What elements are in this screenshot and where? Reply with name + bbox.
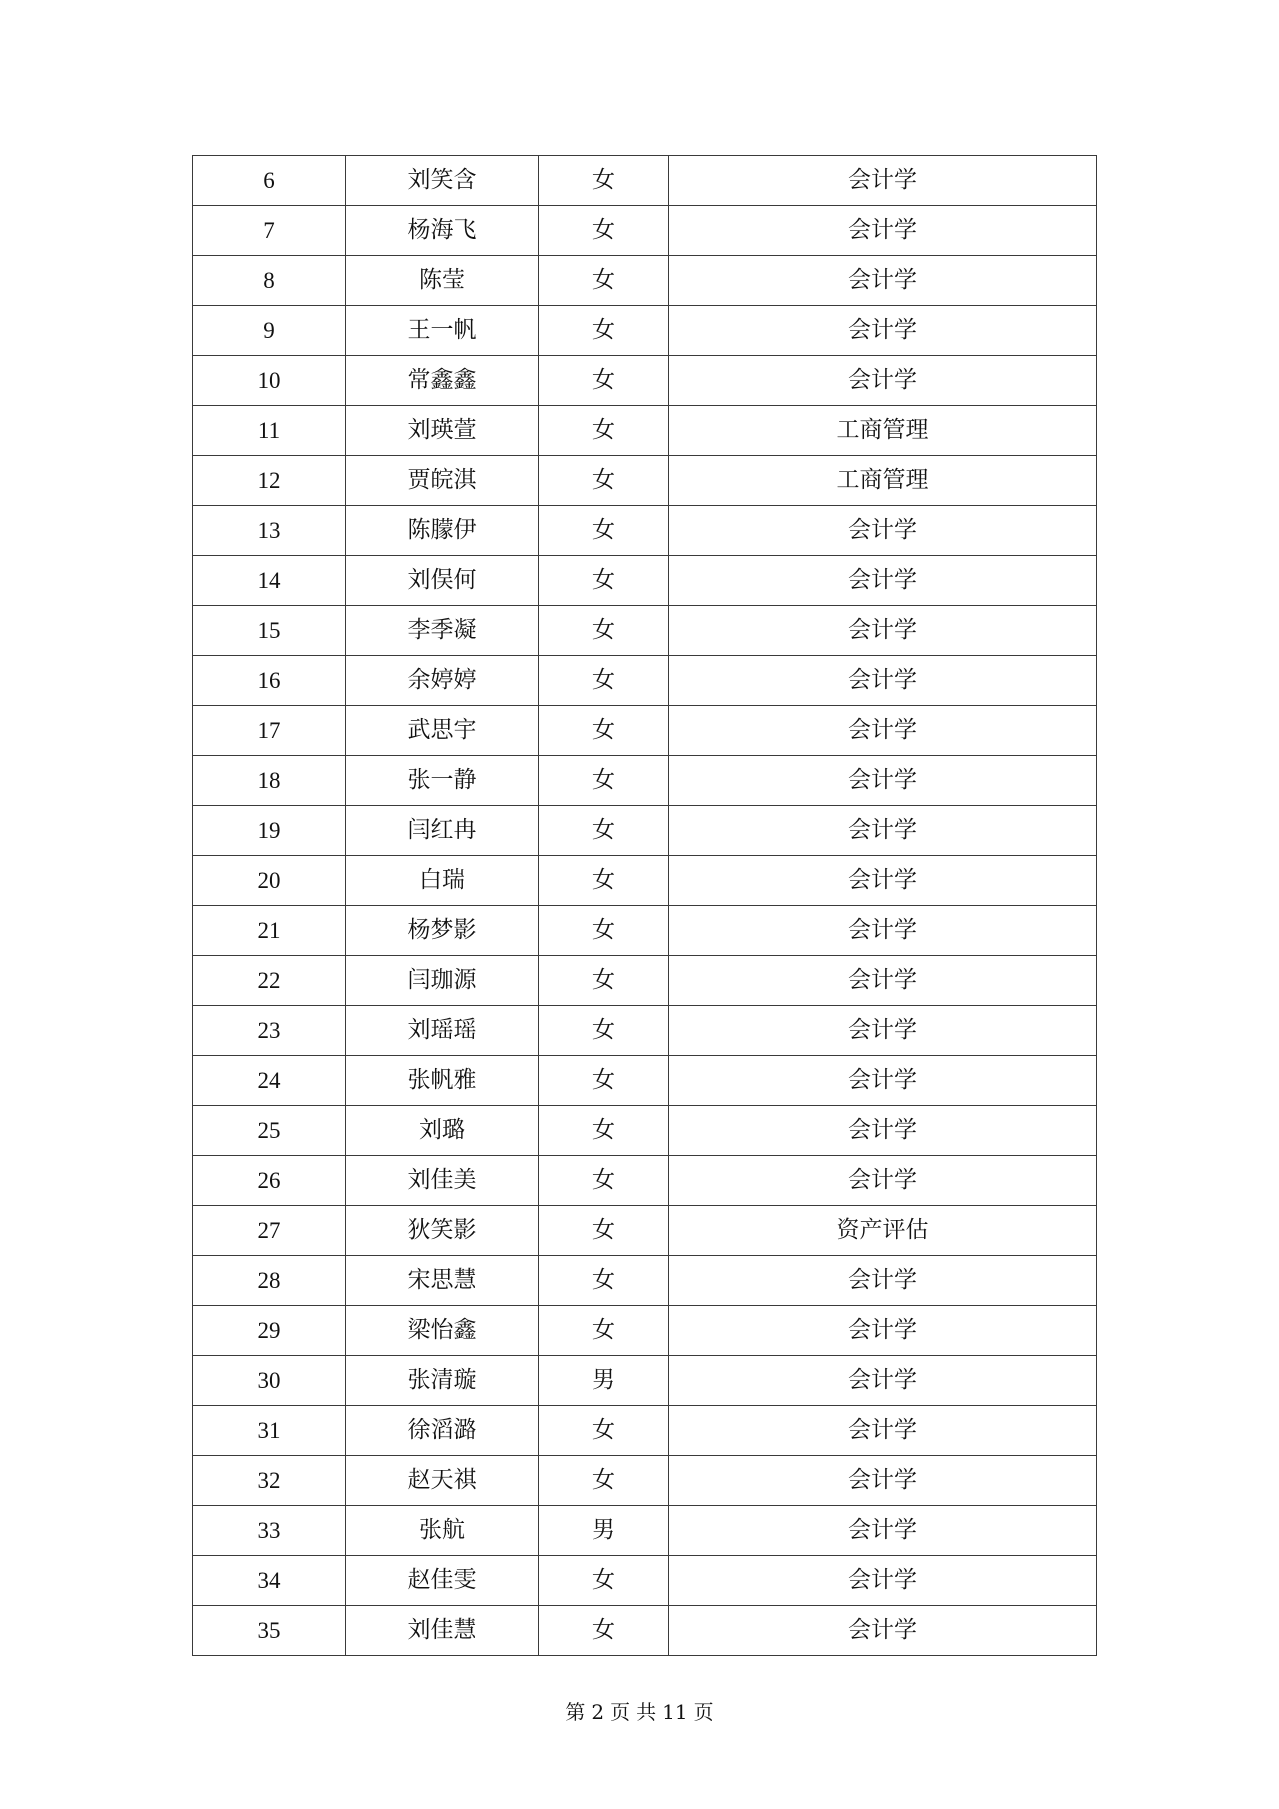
table-row — [193, 706, 1097, 756]
student-name-cell: 杨海飞 — [346, 206, 539, 256]
row-number-cell: 23 — [193, 1006, 346, 1056]
student-name-cell: 陈莹 — [346, 256, 539, 306]
table-row — [193, 1056, 1097, 1106]
roster-table-body — [193, 156, 1097, 1656]
gender-cell: 女 — [539, 756, 669, 806]
table-row — [193, 1356, 1097, 1406]
student-name-cell: 宋思慧 — [346, 1256, 539, 1306]
gender-cell: 女 — [539, 256, 669, 306]
table-row — [193, 1406, 1097, 1456]
gender-cell: 女 — [539, 706, 669, 756]
table-row — [193, 656, 1097, 706]
row-number-cell: 11 — [193, 406, 346, 456]
major-cell: 工商管理 — [669, 456, 1097, 506]
gender-cell: 女 — [539, 1206, 669, 1256]
table-row — [193, 906, 1097, 956]
gender-cell: 女 — [539, 406, 669, 456]
table-row — [193, 1106, 1097, 1156]
gender-cell: 男 — [539, 1356, 669, 1406]
major-cell: 会计学 — [669, 756, 1097, 806]
student-name-cell: 刘璐 — [346, 1106, 539, 1156]
major-cell: 会计学 — [669, 1256, 1097, 1306]
row-number-cell: 15 — [193, 606, 346, 656]
table-row — [193, 406, 1097, 456]
student-name-cell: 张清璇 — [346, 1356, 539, 1406]
major-cell: 会计学 — [669, 1606, 1097, 1656]
major-cell: 会计学 — [669, 656, 1097, 706]
student-name-cell: 武思宇 — [346, 706, 539, 756]
student-name-cell: 刘佳美 — [346, 1156, 539, 1206]
gender-cell: 男 — [539, 1506, 669, 1556]
row-number-cell: 21 — [193, 906, 346, 956]
major-cell: 会计学 — [669, 156, 1097, 206]
footer-total-pages: 11 — [662, 1700, 688, 1724]
major-cell: 会计学 — [669, 956, 1097, 1006]
gender-cell: 女 — [539, 1256, 669, 1306]
row-number-cell: 31 — [193, 1406, 346, 1456]
footer-suffix: 页 — [693, 1700, 714, 1724]
major-cell: 会计学 — [669, 1006, 1097, 1056]
student-name-cell: 闫红冉 — [346, 806, 539, 856]
gender-cell: 女 — [539, 1056, 669, 1106]
student-name-cell: 狄笑影 — [346, 1206, 539, 1256]
row-number-cell: 29 — [193, 1306, 346, 1356]
student-name-cell: 张航 — [346, 1506, 539, 1556]
table-row — [193, 606, 1097, 656]
student-roster-table — [192, 155, 1097, 1656]
row-number-cell: 27 — [193, 1206, 346, 1256]
major-cell: 会计学 — [669, 1156, 1097, 1206]
major-cell: 会计学 — [669, 856, 1097, 906]
student-name-cell: 李季凝 — [346, 606, 539, 656]
row-number-cell: 10 — [193, 356, 346, 406]
major-cell: 会计学 — [669, 256, 1097, 306]
gender-cell: 女 — [539, 1456, 669, 1506]
table-row — [193, 1206, 1097, 1256]
row-number-cell: 18 — [193, 756, 346, 806]
row-number-cell: 26 — [193, 1156, 346, 1206]
student-name-cell: 张一静 — [346, 756, 539, 806]
row-number-cell: 32 — [193, 1456, 346, 1506]
row-number-cell: 16 — [193, 656, 346, 706]
table-row — [193, 1606, 1097, 1656]
table-row — [193, 506, 1097, 556]
major-cell: 会计学 — [669, 806, 1097, 856]
table-row — [193, 806, 1097, 856]
gender-cell: 女 — [539, 856, 669, 906]
major-cell: 会计学 — [669, 356, 1097, 406]
major-cell: 会计学 — [669, 906, 1097, 956]
gender-cell: 女 — [539, 206, 669, 256]
table-row — [193, 456, 1097, 506]
student-name-cell: 刘佳慧 — [346, 1606, 539, 1656]
student-name-cell: 陈朦伊 — [346, 506, 539, 556]
row-number-cell: 28 — [193, 1256, 346, 1306]
table-row — [193, 956, 1097, 1006]
major-cell: 会计学 — [669, 1106, 1097, 1156]
gender-cell: 女 — [539, 1406, 669, 1456]
row-number-cell: 25 — [193, 1106, 346, 1156]
student-name-cell: 闫珈源 — [346, 956, 539, 1006]
major-cell: 会计学 — [669, 706, 1097, 756]
table-row — [193, 306, 1097, 356]
gender-cell: 女 — [539, 356, 669, 406]
gender-cell: 女 — [539, 1156, 669, 1206]
student-name-cell: 白瑞 — [346, 856, 539, 906]
footer-page-word: 页 — [610, 1700, 631, 1724]
major-cell: 工商管理 — [669, 406, 1097, 456]
gender-cell: 女 — [539, 556, 669, 606]
table-row — [193, 1256, 1097, 1306]
table-row — [193, 1556, 1097, 1606]
student-name-cell: 贾皖淇 — [346, 456, 539, 506]
table-row — [193, 256, 1097, 306]
row-number-cell: 19 — [193, 806, 346, 856]
row-number-cell: 6 — [193, 156, 346, 206]
row-number-cell: 9 — [193, 306, 346, 356]
page-footer — [0, 1696, 1279, 1725]
table-row — [193, 1156, 1097, 1206]
footer-total-word: 共 — [636, 1700, 657, 1724]
gender-cell: 女 — [539, 306, 669, 356]
major-cell: 会计学 — [669, 1456, 1097, 1506]
table-row — [193, 1006, 1097, 1056]
row-number-cell: 30 — [193, 1356, 346, 1406]
row-number-cell: 22 — [193, 956, 346, 1006]
gender-cell: 女 — [539, 806, 669, 856]
gender-cell: 女 — [539, 156, 669, 206]
gender-cell: 女 — [539, 956, 669, 1006]
student-name-cell: 杨梦影 — [346, 906, 539, 956]
row-number-cell: 33 — [193, 1506, 346, 1556]
student-name-cell: 徐滔潞 — [346, 1406, 539, 1456]
student-name-cell: 余婷婷 — [346, 656, 539, 706]
gender-cell: 女 — [539, 1006, 669, 1056]
student-name-cell: 王一帆 — [346, 306, 539, 356]
gender-cell: 女 — [539, 1306, 669, 1356]
table-row — [193, 156, 1097, 206]
student-name-cell: 刘瑛萱 — [346, 406, 539, 456]
major-cell: 资产评估 — [669, 1206, 1097, 1256]
gender-cell: 女 — [539, 1556, 669, 1606]
row-number-cell: 35 — [193, 1606, 346, 1656]
student-name-cell: 刘瑶瑶 — [346, 1006, 539, 1056]
gender-cell: 女 — [539, 1606, 669, 1656]
row-number-cell: 34 — [193, 1556, 346, 1606]
major-cell: 会计学 — [669, 206, 1097, 256]
gender-cell: 女 — [539, 906, 669, 956]
major-cell: 会计学 — [669, 1506, 1097, 1556]
table-row — [193, 1306, 1097, 1356]
student-name-cell: 梁怡鑫 — [346, 1306, 539, 1356]
student-name-cell: 赵佳雯 — [346, 1556, 539, 1606]
major-cell: 会计学 — [669, 306, 1097, 356]
student-name-cell: 常鑫鑫 — [346, 356, 539, 406]
table-row — [193, 856, 1097, 906]
gender-cell: 女 — [539, 656, 669, 706]
row-number-cell: 13 — [193, 506, 346, 556]
major-cell: 会计学 — [669, 1556, 1097, 1606]
gender-cell: 女 — [539, 606, 669, 656]
footer-current-page: 2 — [591, 1700, 605, 1724]
table-row — [193, 1456, 1097, 1506]
gender-cell: 女 — [539, 456, 669, 506]
student-name-cell: 张帆雅 — [346, 1056, 539, 1106]
major-cell: 会计学 — [669, 506, 1097, 556]
row-number-cell: 20 — [193, 856, 346, 906]
major-cell: 会计学 — [669, 1306, 1097, 1356]
footer-prefix: 第 — [565, 1700, 586, 1724]
major-cell: 会计学 — [669, 556, 1097, 606]
major-cell: 会计学 — [669, 1356, 1097, 1406]
row-number-cell: 12 — [193, 456, 346, 506]
table-row — [193, 756, 1097, 806]
table-row — [193, 556, 1097, 606]
major-cell: 会计学 — [669, 1056, 1097, 1106]
student-name-cell: 赵天祺 — [346, 1456, 539, 1506]
row-number-cell: 14 — [193, 556, 346, 606]
student-name-cell: 刘笑含 — [346, 156, 539, 206]
row-number-cell: 17 — [193, 706, 346, 756]
table-row — [193, 1506, 1097, 1556]
gender-cell: 女 — [539, 506, 669, 556]
table-row — [193, 206, 1097, 256]
major-cell: 会计学 — [669, 1406, 1097, 1456]
row-number-cell: 7 — [193, 206, 346, 256]
row-number-cell: 8 — [193, 256, 346, 306]
gender-cell: 女 — [539, 1106, 669, 1156]
student-name-cell: 刘俣何 — [346, 556, 539, 606]
major-cell: 会计学 — [669, 606, 1097, 656]
table-row — [193, 356, 1097, 406]
row-number-cell: 24 — [193, 1056, 346, 1106]
